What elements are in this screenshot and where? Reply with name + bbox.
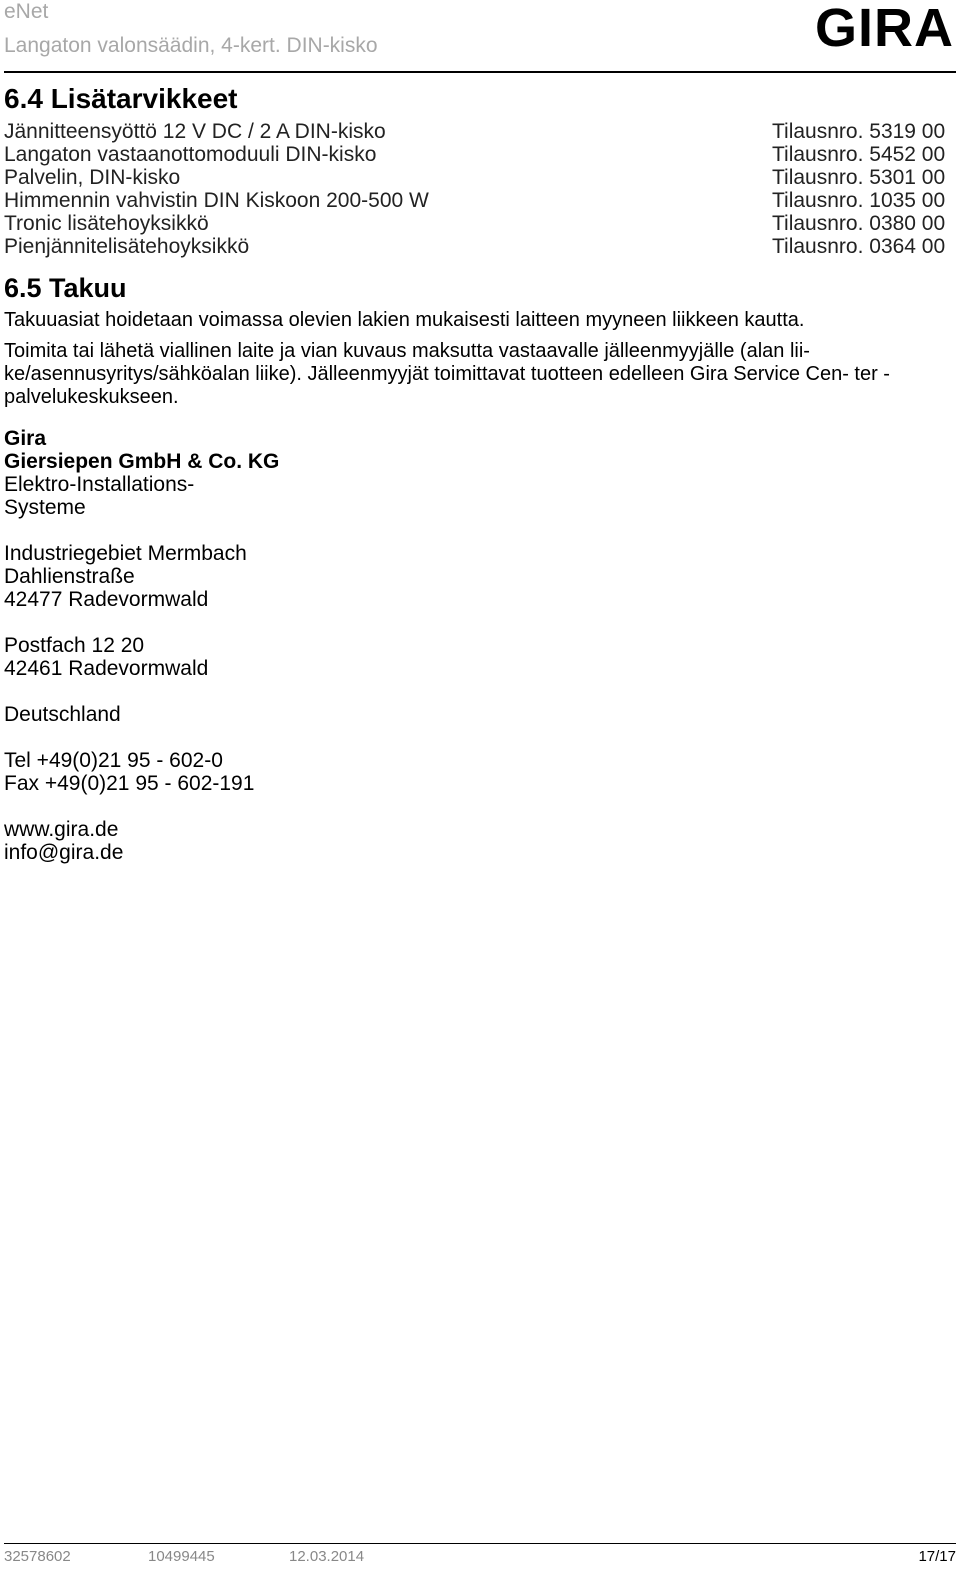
header-subtitle: Langaton valonsäädin, 4-kert. DIN-kisko — [4, 34, 378, 57]
division-line-1: Elektro-Installations- — [4, 473, 195, 496]
city-line-2: 42461 Radevormwald — [4, 657, 209, 680]
email-link[interactable]: info@gira.de — [4, 841, 124, 864]
list-item — [4, 235, 956, 258]
accessory-name: Pienjännitelisätehoyksikkö — [4, 235, 250, 258]
header-product: eNet — [4, 0, 49, 23]
footer-code: 10499445 — [148, 1548, 215, 1565]
spacer — [4, 795, 279, 818]
footer-date: 12.03.2014 — [289, 1548, 365, 1565]
website-link[interactable]: www.gira.de — [4, 818, 119, 841]
accessories-heading: 6.4 Lisätarvikkeet — [4, 83, 238, 114]
footer-page-number: 17/17 — [918, 1548, 956, 1565]
accessory-order-number: Tilausnro. 0364 00 — [772, 235, 946, 258]
warranty-heading: 6.5 Takuu — [4, 273, 127, 303]
spacer — [4, 519, 279, 542]
accessories-list — [4, 120, 956, 258]
list-item — [4, 212, 956, 235]
country-line: Deutschland — [4, 703, 121, 726]
spacer — [4, 680, 279, 703]
spacer — [4, 611, 279, 634]
accessory-order-number: Tilausnro. 5452 00 — [772, 143, 946, 166]
warranty-paragraph-1: Takuuasiat hoidetaan voimassa olevien lakien mukaisesti laitteen myyneen liikkeen kautta. — [4, 309, 805, 331]
footer-doc-number: 32578602 — [4, 1548, 71, 1565]
accessory-name: Tronic lisätehoyksikkö — [4, 212, 209, 235]
company-address — [4, 427, 279, 864]
accessory-order-number: Tilausnro. 0380 00 — [772, 212, 946, 235]
list-item — [4, 120, 956, 143]
accessory-order-number: Tilausnro. 5301 00 — [772, 166, 946, 189]
street-line-1: Industriegebiet Mermbach — [4, 542, 247, 565]
company-full-name: Giersiepen GmbH & Co. KG — [4, 450, 280, 473]
accessory-name: Palvelin, DIN-kisko — [4, 166, 181, 189]
city-line-1: 42477 Radevormwald — [4, 588, 209, 611]
list-item — [4, 189, 956, 212]
phone-line: Tel +49(0)21 95 - 602-0 — [4, 749, 223, 772]
postbox-line: Postfach 12 20 — [4, 634, 145, 657]
fax-line: Fax +49(0)21 95 - 602-191 — [4, 772, 255, 795]
accessory-order-number: Tilausnro. 1035 00 — [772, 189, 946, 212]
gira-logo: GIRA — [815, 0, 954, 58]
header-rule — [4, 71, 956, 73]
street-line-2: Dahlienstraße — [4, 565, 135, 588]
company-name: Gira — [4, 427, 47, 450]
list-item — [4, 166, 956, 189]
list-item — [4, 143, 956, 166]
warranty-paragraph-2: Toimita tai lähetä viallinen laite ja vian kuvaus maksutta vastaavalle jälleenmyyjälle (alan lii- ke/asennusyritys/sähköalan liike). Jälleenmyyjät toimittavat tuotteen edelleen Gira Service Cen- ter -palvelukeskukseen. — [4, 340, 890, 408]
accessory-name: Jännitteensyöttö 12 V DC / 2 A DIN-kisko — [4, 120, 386, 143]
accessory-order-number: Tilausnro. 5319 00 — [772, 120, 946, 143]
footer-rule — [4, 1543, 956, 1544]
spacer — [4, 726, 279, 749]
accessory-name: Langaton vastaanottomoduuli DIN-kisko — [4, 143, 377, 166]
document-page — [4, 0, 956, 1582]
accessory-name: Himmennin vahvistin DIN Kiskoon 200-500 W — [4, 189, 429, 212]
division-line-2: Systeme — [4, 496, 86, 519]
